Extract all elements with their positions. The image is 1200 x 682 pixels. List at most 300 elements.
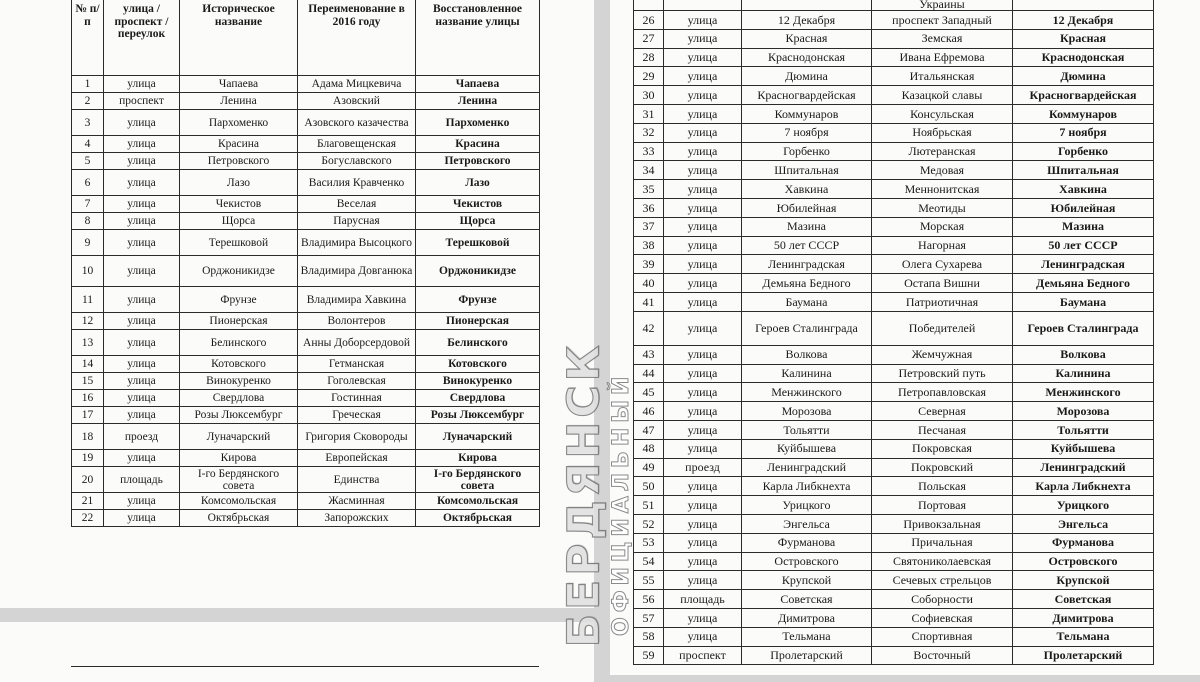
cell-number: 51 — [634, 496, 664, 515]
cell-renamed-2016: Греческая — [298, 407, 416, 424]
cell-historical-name: Калинина — [742, 364, 872, 383]
table-row — [72, 313, 540, 330]
table-row — [634, 552, 1154, 571]
table-row — [72, 287, 540, 313]
cell-number: 43 — [634, 345, 664, 364]
cell-number: 15 — [72, 373, 104, 390]
cell-number: 20 — [72, 467, 104, 493]
cell-renamed-2016: Владимира Хавкина — [298, 287, 416, 313]
cell-restored-name: Хавкина — [1013, 180, 1154, 199]
cell-historical-name: Орджоникидзе — [180, 256, 298, 287]
table-row — [72, 196, 540, 213]
cell-restored-name: Красная — [1013, 29, 1154, 48]
cell-historical-name: Красная — [742, 29, 872, 48]
cell-restored-name: Карла Либкнехта — [1013, 477, 1154, 496]
cell-restored-name: Свердлова — [416, 390, 540, 407]
table-row — [72, 76, 540, 93]
cell-type: улица — [104, 330, 180, 356]
cell-historical-name: Краснодонская — [742, 48, 872, 67]
table-row — [72, 510, 540, 527]
row-fragment-cell: Украины — [872, 0, 1013, 11]
cell-type: улица — [104, 450, 180, 467]
cell-historical-name: Горбенко — [742, 142, 872, 161]
table-row — [72, 230, 540, 256]
cell-restored-name: Менжинского — [1013, 383, 1154, 402]
cell-number: 54 — [634, 552, 664, 571]
cell-renamed-2016: Ивана Ефремова — [872, 48, 1013, 67]
cell-renamed-2016: Гетманская — [298, 356, 416, 373]
cell-renamed-2016: Олега Сухарева — [872, 255, 1013, 274]
table-row — [634, 420, 1154, 439]
cell-type: улица — [104, 407, 180, 424]
table-row — [634, 590, 1154, 609]
cell-restored-name: Чапаева — [416, 76, 540, 93]
cell-number: 33 — [634, 142, 664, 161]
cell-type: улица — [664, 11, 742, 30]
cell-type: улица — [104, 170, 180, 196]
cell-restored-name: Комсомольская — [416, 493, 540, 510]
cell-restored-name: Петровского — [416, 153, 540, 170]
cell-type: улица — [664, 514, 742, 533]
table-row — [634, 180, 1154, 199]
watermark-subtitle: ОФИЦИАЛЬНЫЙ — [609, 371, 634, 636]
cell-type: площадь — [104, 467, 180, 493]
cell-historical-name: Энгельса — [742, 514, 872, 533]
cell-number: 41 — [634, 292, 664, 311]
cell-type: улица — [104, 313, 180, 330]
cell-renamed-2016: Сечевых стрельцов — [872, 571, 1013, 590]
cell-type: улица — [664, 255, 742, 274]
cell-number: 48 — [634, 439, 664, 458]
table-row — [634, 198, 1154, 217]
left-table-body — [72, 76, 540, 527]
cell-number: 7 — [72, 196, 104, 213]
table-row — [634, 439, 1154, 458]
cell-number: 52 — [634, 514, 664, 533]
table-row — [634, 514, 1154, 533]
cell-historical-name: Советская — [742, 590, 872, 609]
cell-type: улица — [664, 123, 742, 142]
cell-restored-name: Димитрова — [1013, 608, 1154, 627]
cell-historical-name: Пионерская — [180, 313, 298, 330]
cell-renamed-2016: Адама Мицкевича — [298, 76, 416, 93]
cell-renamed-2016: Победителей — [872, 311, 1013, 345]
cell-renamed-2016: Медовая — [872, 161, 1013, 180]
cell-type: улица — [664, 552, 742, 571]
cell-number: 29 — [634, 67, 664, 86]
cell-restored-name: Фрунзе — [416, 287, 540, 313]
cell-historical-name: Героев Сталинграда — [742, 311, 872, 345]
table-row — [72, 424, 540, 450]
cell-historical-name: Ленинградская — [742, 255, 872, 274]
cell-number: 27 — [634, 29, 664, 48]
cell-renamed-2016: Меннонитская — [872, 180, 1013, 199]
cell-restored-name: Ленинградский — [1013, 458, 1154, 477]
cell-historical-name: Баумана — [742, 292, 872, 311]
cell-type: улица — [664, 345, 742, 364]
cell-number: 35 — [634, 180, 664, 199]
cell-historical-name: Белинского — [180, 330, 298, 356]
cell-renamed-2016: Портовая — [872, 496, 1013, 515]
cell-type: проспект — [664, 646, 742, 665]
cell-type: улица — [664, 496, 742, 515]
cell-restored-name: Краснодонская — [1013, 48, 1154, 67]
cell-renamed-2016: Польская — [872, 477, 1013, 496]
table-row — [72, 330, 540, 356]
cell-historical-name: Пролетарский — [742, 646, 872, 665]
cell-number: 13 — [72, 330, 104, 356]
cell-type: улица — [104, 136, 180, 153]
cell-number: 58 — [634, 627, 664, 646]
cell-renamed-2016: Жасминная — [298, 493, 416, 510]
cell-historical-name: Островского — [742, 552, 872, 571]
cell-restored-name: 12 Декабря — [1013, 11, 1154, 30]
cell-renamed-2016: Петровский путь — [872, 364, 1013, 383]
cell-renamed-2016: Василия Кравченко — [298, 170, 416, 196]
cell-renamed-2016: Софиевская — [872, 608, 1013, 627]
cell-renamed-2016: Консульская — [872, 104, 1013, 123]
cell-type: улица — [664, 420, 742, 439]
table-row — [72, 256, 540, 287]
cell-historical-name: 12 Декабря — [742, 11, 872, 30]
cell-number: 18 — [72, 424, 104, 450]
cell-type: улица — [104, 153, 180, 170]
cell-renamed-2016: Анны Доборсердовой — [298, 330, 416, 356]
street-rename-table-left — [71, 0, 540, 527]
table-row — [634, 402, 1154, 421]
cell-number: 9 — [72, 230, 104, 256]
table-row — [634, 11, 1154, 30]
cell-type: улица — [104, 256, 180, 287]
cell-historical-name: Красногвардейская — [742, 86, 872, 105]
header-type: улица / проспект / переулок — [104, 0, 180, 76]
cell-type: улица — [104, 493, 180, 510]
cell-restored-name: Винокуренко — [416, 373, 540, 390]
cell-renamed-2016: Благовещенская — [298, 136, 416, 153]
cell-number: 36 — [634, 198, 664, 217]
cell-restored-name: Шпитальная — [1013, 161, 1154, 180]
cell-restored-name: Красина — [416, 136, 540, 153]
cell-renamed-2016: Казацкой славы — [872, 86, 1013, 105]
cell-historical-name: Кирова — [180, 450, 298, 467]
cell-restored-name: Розы Люксембург — [416, 407, 540, 424]
right-table-body — [634, 0, 1154, 665]
cell-restored-name: Ленина — [416, 93, 540, 110]
cell-restored-name: Калинина — [1013, 364, 1154, 383]
cell-historical-name: Лазо — [180, 170, 298, 196]
cell-number: 46 — [634, 402, 664, 421]
cell-number: 45 — [634, 383, 664, 402]
cell-restored-name: Советская — [1013, 590, 1154, 609]
cell-number: 1 — [72, 76, 104, 93]
table-row — [72, 153, 540, 170]
table-row — [634, 496, 1154, 515]
table-row — [634, 142, 1154, 161]
cell-historical-name: Димитрова — [742, 608, 872, 627]
cell-type: улица — [664, 104, 742, 123]
cell-renamed-2016: Итальянская — [872, 67, 1013, 86]
table-row — [72, 110, 540, 136]
cell-type: улица — [104, 510, 180, 527]
cell-historical-name: Фрунзе — [180, 287, 298, 313]
cell-type: улица — [664, 627, 742, 646]
cell-historical-name: Октябрьская — [180, 510, 298, 527]
cell-historical-name: Щорса — [180, 213, 298, 230]
cell-historical-name: Урицкого — [742, 496, 872, 515]
cell-restored-name: Орджоникидзе — [416, 256, 540, 287]
cell-renamed-2016: Святониколаевская — [872, 552, 1013, 571]
table-row — [634, 67, 1154, 86]
cell-historical-name: Шпитальная — [742, 161, 872, 180]
cell-historical-name: Красина — [180, 136, 298, 153]
cell-number: 53 — [634, 533, 664, 552]
cell-historical-name: Винокуренко — [180, 373, 298, 390]
cell-number: 31 — [634, 104, 664, 123]
cell-type: улица — [104, 287, 180, 313]
table-row — [634, 364, 1154, 383]
cell-historical-name: Карла Либкнехта — [742, 477, 872, 496]
cell-renamed-2016: Северная — [872, 402, 1013, 421]
cell-historical-name: Чекистов — [180, 196, 298, 213]
cell-historical-name: Ленина — [180, 93, 298, 110]
table-row — [634, 104, 1154, 123]
cell-restored-name: Октябрьская — [416, 510, 540, 527]
cell-type: улица — [664, 198, 742, 217]
table-row — [634, 608, 1154, 627]
cell-restored-name: I-го Бердянского совета — [416, 467, 540, 493]
cell-type: улица — [664, 571, 742, 590]
table-row — [634, 0, 1154, 11]
cell-historical-name: Тельмана — [742, 627, 872, 646]
cell-number: 49 — [634, 458, 664, 477]
cell-renamed-2016: Владимира Довганюка — [298, 256, 416, 287]
cell-restored-name: Баумана — [1013, 292, 1154, 311]
cell-number: 57 — [634, 608, 664, 627]
cell-type: улица — [664, 274, 742, 293]
table-row — [72, 93, 540, 110]
cell-renamed-2016: Покровская — [872, 439, 1013, 458]
cell-type: улица — [664, 161, 742, 180]
cell-historical-name: I-го Бердянского совета — [180, 467, 298, 493]
table-row — [634, 274, 1154, 293]
cell-restored-name: Белинского — [416, 330, 540, 356]
cell-renamed-2016: Богуславского — [298, 153, 416, 170]
cell-number: 16 — [72, 390, 104, 407]
table-row — [634, 217, 1154, 236]
table-row — [72, 450, 540, 467]
cell-restored-name: Коммунаров — [1013, 104, 1154, 123]
cell-restored-name: Кирова — [416, 450, 540, 467]
cell-renamed-2016: Волонтеров — [298, 313, 416, 330]
cell-historical-name: Дюмина — [742, 67, 872, 86]
cell-renamed-2016: Гостинная — [298, 390, 416, 407]
cell-restored-name: Котовского — [416, 356, 540, 373]
cell-type: улица — [664, 67, 742, 86]
cell-number: 42 — [634, 311, 664, 345]
cell-restored-name: Демьяна Бедного — [1013, 274, 1154, 293]
cell-restored-name: Пролетарский — [1013, 646, 1154, 665]
cell-number: 12 — [72, 313, 104, 330]
cell-historical-name: Котовского — [180, 356, 298, 373]
cell-number: 6 — [72, 170, 104, 196]
cell-restored-name: Островского — [1013, 552, 1154, 571]
cell-historical-name: Хавкина — [742, 180, 872, 199]
cell-number: 50 — [634, 477, 664, 496]
cell-type: улица — [664, 402, 742, 421]
table-row — [634, 458, 1154, 477]
cell-renamed-2016: Европейская — [298, 450, 416, 467]
cell-renamed-2016: Азовского казачества — [298, 110, 416, 136]
table-row — [634, 86, 1154, 105]
cell-restored-name: Дюмина — [1013, 67, 1154, 86]
cell-renamed-2016: Веселая — [298, 196, 416, 213]
cell-type: улица — [664, 48, 742, 67]
cell-type: улица — [104, 230, 180, 256]
cell-renamed-2016: Единства — [298, 467, 416, 493]
cell-restored-name: Морозова — [1013, 402, 1154, 421]
cell-number: 22 — [72, 510, 104, 527]
table-row — [634, 571, 1154, 590]
cell-type: улица — [664, 439, 742, 458]
table-row — [634, 29, 1154, 48]
cell-renamed-2016: Владимира Высоцкого — [298, 230, 416, 256]
cell-historical-name: Терешковой — [180, 230, 298, 256]
cell-historical-name: Петровского — [180, 153, 298, 170]
cell-restored-name: Горбенко — [1013, 142, 1154, 161]
cell-restored-name: Пионерская — [416, 313, 540, 330]
cell-type: улица — [664, 533, 742, 552]
cell-historical-name: Комсомольская — [180, 493, 298, 510]
cell-renamed-2016: Жемчужная — [872, 345, 1013, 364]
table-row — [72, 407, 540, 424]
cell-number: 8 — [72, 213, 104, 230]
cell-number: 11 — [72, 287, 104, 313]
table-row — [634, 627, 1154, 646]
cell-restored-name: Лазо — [416, 170, 540, 196]
cell-number: 19 — [72, 450, 104, 467]
cell-number: 37 — [634, 217, 664, 236]
cell-historical-name: Розы Люксембург — [180, 407, 298, 424]
cell-number: 4 — [72, 136, 104, 153]
cell-restored-name: Энгельса — [1013, 514, 1154, 533]
table-row — [634, 48, 1154, 67]
cell-type: улица — [104, 356, 180, 373]
cell-historical-name: Чапаева — [180, 76, 298, 93]
cell-renamed-2016: Нагорная — [872, 236, 1013, 255]
cell-number: 28 — [634, 48, 664, 67]
table-row — [634, 123, 1154, 142]
cell-type: улица — [104, 76, 180, 93]
header-renamed-2016: Переименование в 2016 году — [298, 0, 416, 76]
cell-number: 59 — [634, 646, 664, 665]
cell-historical-name: 50 лет СССР — [742, 236, 872, 255]
cell-renamed-2016: Земская — [872, 29, 1013, 48]
cell-number: 56 — [634, 590, 664, 609]
cell-restored-name: Щорса — [416, 213, 540, 230]
cell-number: 2 — [72, 93, 104, 110]
cell-number: 39 — [634, 255, 664, 274]
cell-type: улица — [664, 180, 742, 199]
cell-historical-name: Мазина — [742, 217, 872, 236]
cell-number: 3 — [72, 110, 104, 136]
table-row — [634, 383, 1154, 402]
cell-number: 30 — [634, 86, 664, 105]
cell-renamed-2016: Привокзальная — [872, 514, 1013, 533]
cell-historical-name: Тольятти — [742, 420, 872, 439]
cell-renamed-2016: проспект Западный — [872, 11, 1013, 30]
cell-renamed-2016: Патриотичная — [872, 292, 1013, 311]
cell-renamed-2016: Спортивная — [872, 627, 1013, 646]
cell-type: улица — [664, 364, 742, 383]
cell-renamed-2016: Азовский — [298, 93, 416, 110]
cell-number: 26 — [634, 11, 664, 30]
cell-renamed-2016: Парусная — [298, 213, 416, 230]
cell-number: 44 — [634, 364, 664, 383]
cell-number: 10 — [72, 256, 104, 287]
cell-historical-name: Морозова — [742, 402, 872, 421]
cell-renamed-2016: Лютеранская — [872, 142, 1013, 161]
cell-restored-name: Героев Сталинграда — [1013, 311, 1154, 345]
cell-type: улица — [104, 196, 180, 213]
cell-type: улица — [664, 311, 742, 345]
table-row — [72, 467, 540, 493]
table-row — [634, 236, 1154, 255]
header-number: № п/п — [72, 0, 104, 76]
cell-type: улица — [664, 292, 742, 311]
cell-restored-name: Красногвардейская — [1013, 86, 1154, 105]
cell-number: 34 — [634, 161, 664, 180]
table-row — [72, 356, 540, 373]
cell-type: улица — [664, 383, 742, 402]
cell-restored-name: Волкова — [1013, 345, 1154, 364]
cell-renamed-2016: Соборности — [872, 590, 1013, 609]
cell-historical-name: Ленинградский — [742, 458, 872, 477]
cell-restored-name: Чекистов — [416, 196, 540, 213]
cell-type: улица — [664, 608, 742, 627]
cell-historical-name: Луначарский — [180, 424, 298, 450]
table-row — [634, 311, 1154, 345]
cell-restored-name: Тельмана — [1013, 627, 1154, 646]
header-historical-name: Историческое название — [180, 0, 298, 76]
cell-renamed-2016: Морская — [872, 217, 1013, 236]
cell-historical-name: Юбилейная — [742, 198, 872, 217]
cell-renamed-2016: Песчаная — [872, 420, 1013, 439]
cell-number: 21 — [72, 493, 104, 510]
cell-historical-name: Крупской — [742, 571, 872, 590]
cell-restored-name: Урицкого — [1013, 496, 1154, 515]
cell-type: улица — [664, 217, 742, 236]
cell-type: улица — [664, 86, 742, 105]
table-row — [634, 255, 1154, 274]
cell-historical-name: Свердлова — [180, 390, 298, 407]
cell-renamed-2016: Запорожских — [298, 510, 416, 527]
cell-number: 14 — [72, 356, 104, 373]
cell-number: 5 — [72, 153, 104, 170]
cell-number: 55 — [634, 571, 664, 590]
table-row — [72, 170, 540, 196]
cell-type: улица — [664, 29, 742, 48]
cell-type: улица — [664, 142, 742, 161]
cell-restored-name: Терешковой — [416, 230, 540, 256]
table-row — [72, 373, 540, 390]
cell-number: 47 — [634, 420, 664, 439]
cell-renamed-2016: Покровский — [872, 458, 1013, 477]
cell-historical-name: Куйбышева — [742, 439, 872, 458]
table-row — [634, 533, 1154, 552]
street-rename-table-right — [633, 0, 1154, 665]
cell-restored-name: 50 лет СССР — [1013, 236, 1154, 255]
cell-restored-name: Юбилейная — [1013, 198, 1154, 217]
